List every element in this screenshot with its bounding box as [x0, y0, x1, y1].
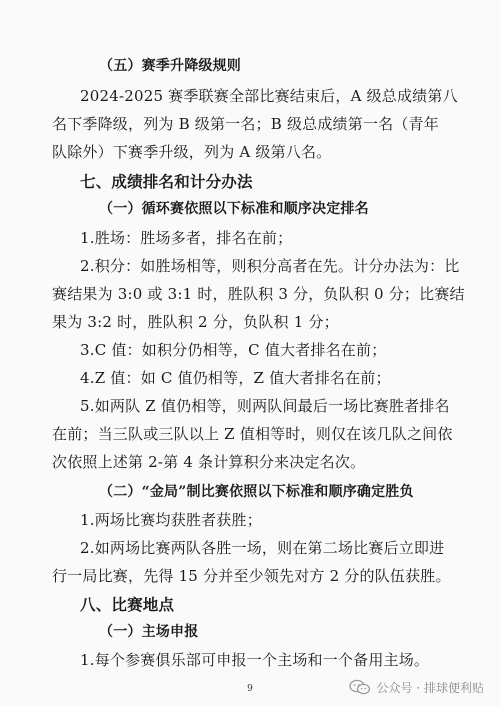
paragraph-line: 赛结果为 3:0 或 3:1 时，胜队积 3 分，负队积 0 分；比赛结: [52, 285, 465, 303]
watermark: [349, 677, 484, 697]
wechat-icon: [349, 679, 371, 695]
watermark-text: 公众号 · 排球便利贴: [376, 680, 484, 695]
paragraph-line: 5.如两队 Z 值仍相等，则两队间最后一场比赛胜者排名: [80, 397, 450, 415]
paragraph-line: 4.Z 值：如 C 值仍相等，Z 值大者排名在前；: [80, 369, 391, 387]
paragraph-line: 在前；当三队或三队以上 Z 值相等时，则仅在该几队之间依: [52, 425, 453, 443]
subsection-heading-home-court: （一）主场申报: [99, 624, 199, 640]
page-number: 9: [247, 684, 253, 694]
paragraph-line: 行一局比赛，先得 15 分并至少领先对方 2 分的队伍获胜。: [52, 567, 451, 585]
subsection-heading-round-robin: （一）循环赛依照以下标准和顺序决定排名: [99, 201, 369, 217]
paragraph-line: 名下季降级，列为 B 级第一名；B 级总成绩第一名（青年: [52, 115, 439, 133]
section-heading-promotion-rules: （五）赛季升降级规则: [99, 58, 241, 74]
paragraph-line: 队除外）下赛季升级，列为 A 级第八名。: [52, 143, 332, 161]
paragraph-line: 1.两场比赛均获胜者获胜；: [80, 511, 262, 529]
paragraph-line: 2024-2025 赛季联赛全部比赛结束后，A 级总成绩第八: [80, 87, 458, 105]
paragraph-line: 2.如两场比赛两队各胜一场，则在第二场比赛后立即进: [80, 539, 445, 557]
paragraph-line: 3.C 值：如积分仍相等，C 值大者排名在前；: [80, 341, 387, 359]
paragraph-line: 次依照上述第 2-第 4 条计算积分来决定名次。: [52, 453, 366, 471]
section-heading-venue: 八、比赛地点: [80, 596, 175, 614]
paragraph-line: 1.胜场：胜场多者，排名在前；: [80, 229, 293, 247]
paragraph-line: 2.积分：如胜场相等，则积分高者在先。计分办法为：比: [80, 257, 460, 275]
section-heading-ranking: 七、成绩排名和计分办法: [80, 173, 253, 191]
paragraph-line: 1.每个参赛俱乐部可申报一个主场和一个备用主场。: [80, 651, 430, 669]
paragraph-line: 果为 3:2 时，胜队积 2 分，负队积 1 分；: [52, 313, 339, 331]
subsection-heading-golden-set: （二）“金局”制比赛依照以下标准和顺序确定胜负: [99, 484, 414, 500]
